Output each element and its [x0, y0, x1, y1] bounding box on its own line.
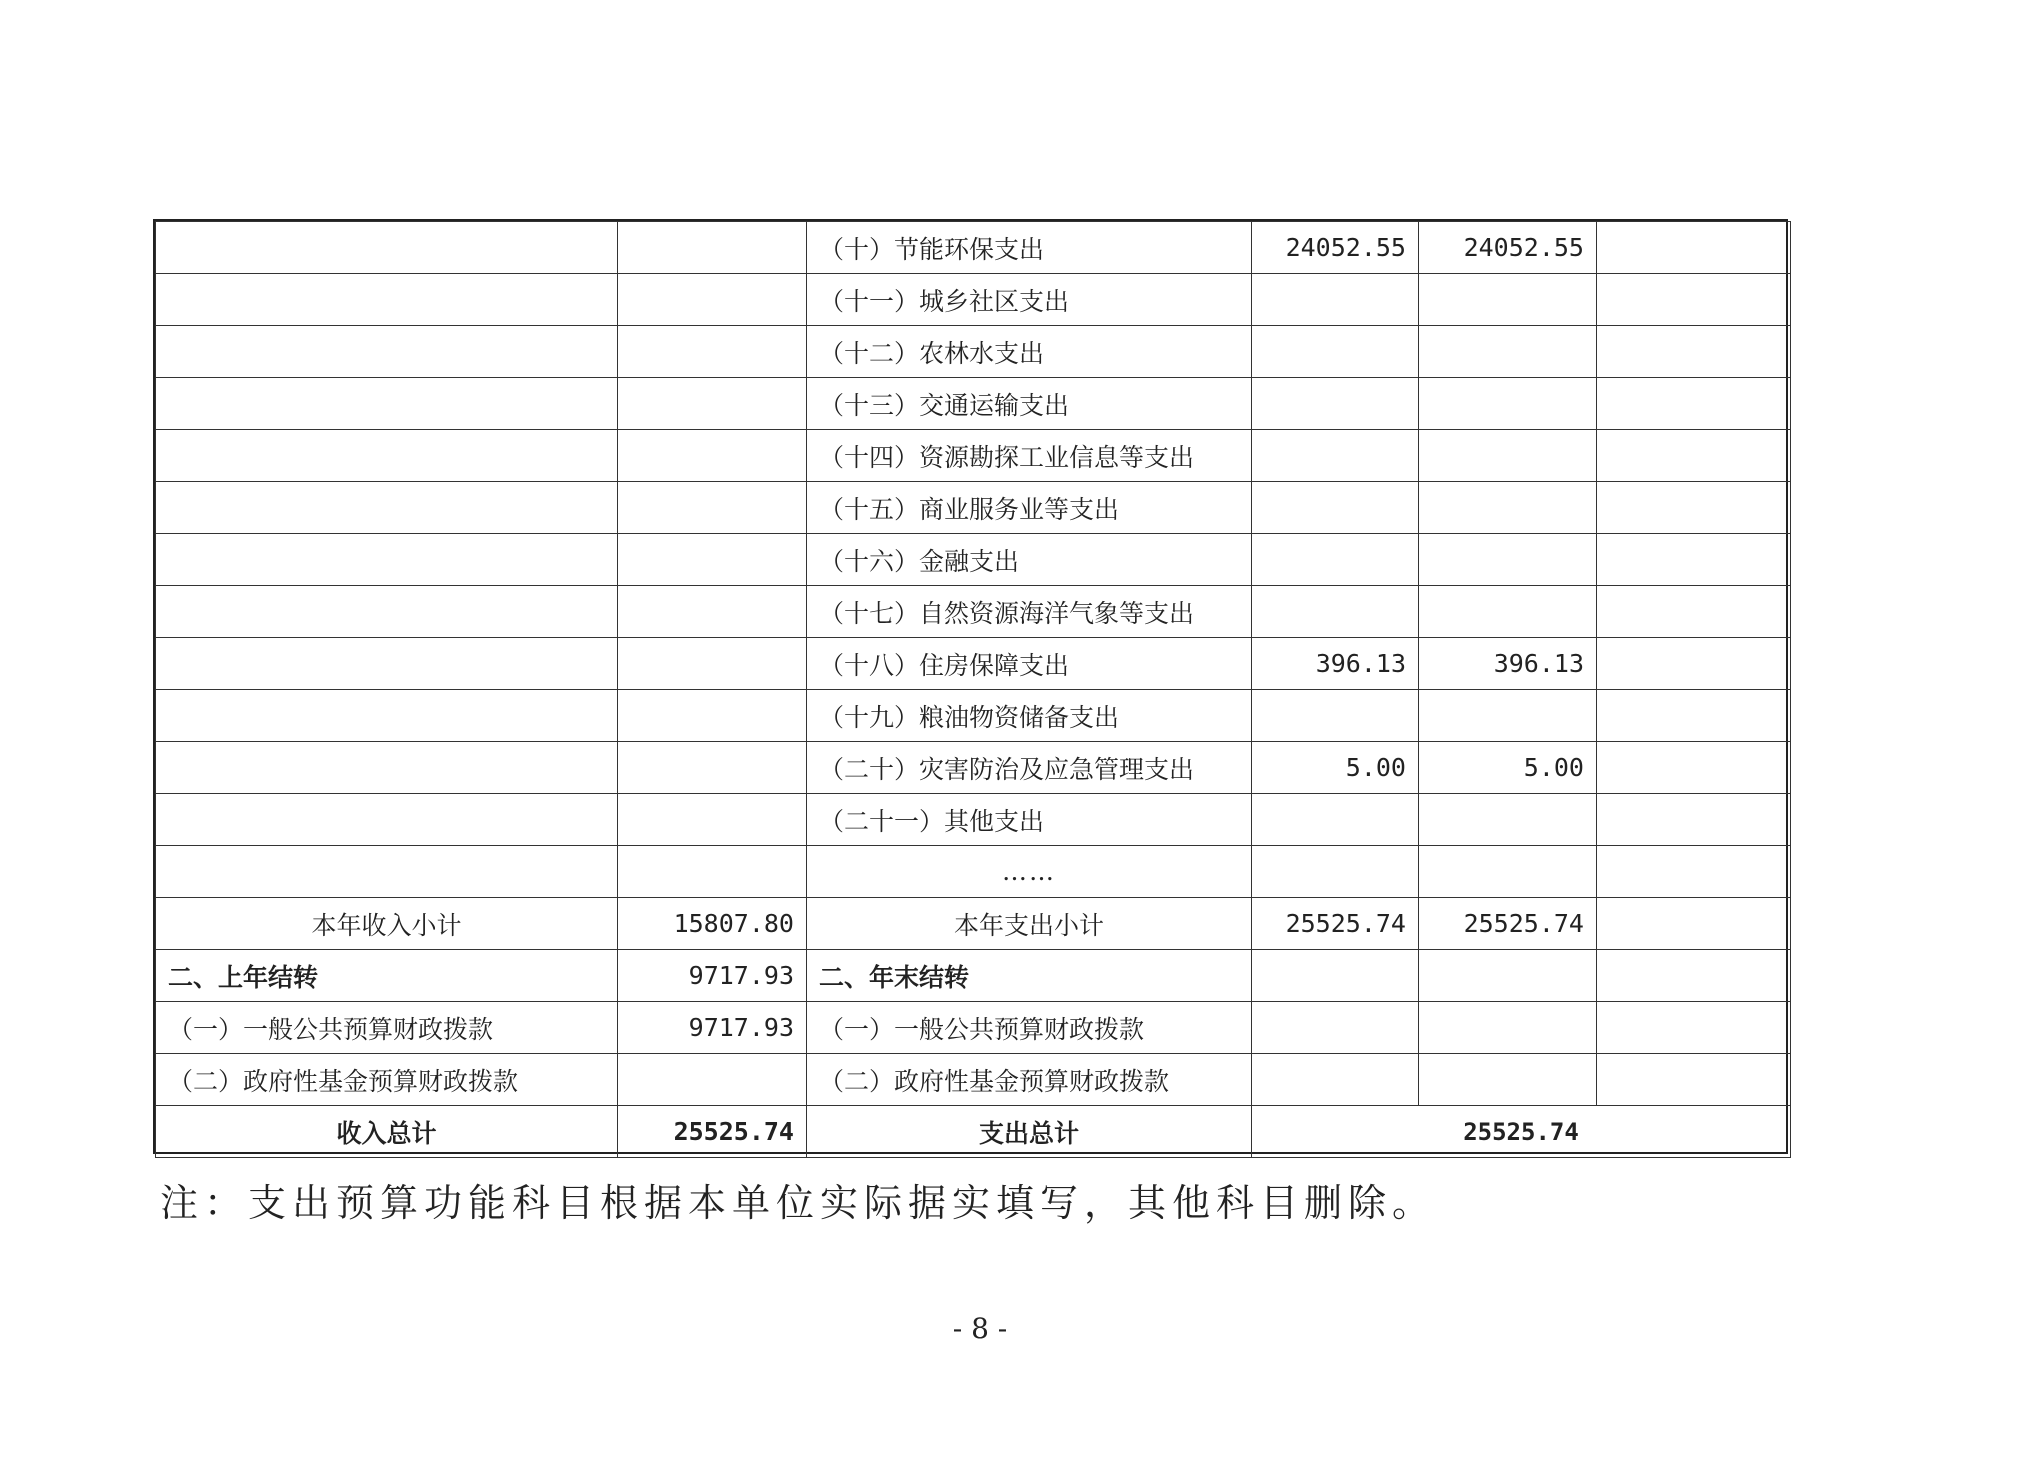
income-value-cell: [618, 534, 807, 586]
expense-subtotal-value-2: 25525.74: [1419, 898, 1597, 950]
income-carryover-label: （一）一般公共预算财政拨款: [156, 1002, 618, 1054]
expense-value-1: [1252, 534, 1419, 586]
expense-value-2: [1419, 690, 1597, 742]
income-carryover-label: （二）政府性基金预算财政拨款: [156, 1054, 618, 1106]
income-item-cell: [156, 378, 618, 430]
expense-item-label: （十二）农林水支出: [807, 326, 1252, 378]
income-value-cell: [618, 586, 807, 638]
expense-carryover-value-3: [1597, 1054, 1791, 1106]
expense-total-label: 支出总计: [807, 1106, 1252, 1158]
expense-value-2: [1419, 378, 1597, 430]
expense-value-1: [1252, 430, 1419, 482]
income-item-cell: [156, 222, 618, 274]
table-row: [156, 794, 1791, 846]
expense-item-label: （十九）粮油物资储备支出: [807, 690, 1252, 742]
table-row: [156, 638, 1791, 690]
expense-value-1: 396.13: [1252, 638, 1419, 690]
expense-value-2: [1419, 846, 1597, 898]
expense-value-3: [1597, 638, 1791, 690]
expense-carryover-value-2: [1419, 1002, 1597, 1054]
expense-carryover-value-1: [1252, 950, 1419, 1002]
expense-subtotal-value-1: 25525.74: [1252, 898, 1419, 950]
income-value-cell: [618, 430, 807, 482]
table-row: [156, 378, 1791, 430]
expense-value-1: 24052.55: [1252, 222, 1419, 274]
expense-subtotal-label: 本年支出小计: [807, 898, 1252, 950]
income-item-cell: [156, 690, 618, 742]
income-value-cell: [618, 794, 807, 846]
expense-item-label: （十七）自然资源海洋气象等支出: [807, 586, 1252, 638]
expense-item-label: （十三）交通运输支出: [807, 378, 1252, 430]
income-item-cell: [156, 274, 618, 326]
expense-value-3: [1597, 534, 1791, 586]
table-row: [156, 430, 1791, 482]
budget-table-container: [153, 219, 1788, 1154]
expense-carryover-label: （一）一般公共预算财政拨款: [807, 1002, 1252, 1054]
expense-carryover-value-2: [1419, 950, 1597, 1002]
income-item-cell: [156, 534, 618, 586]
budget-table: [155, 221, 1791, 1158]
income-value-cell: [618, 326, 807, 378]
expense-value-2: 24052.55: [1419, 222, 1597, 274]
income-total-value: 25525.74: [618, 1106, 807, 1158]
expense-carryover-label: 二、年末结转: [807, 950, 1252, 1002]
subtotal-row: [156, 898, 1791, 950]
expense-value-3: [1597, 586, 1791, 638]
expense-total-value: 25525.74: [1252, 1106, 1791, 1158]
expense-value-3: [1597, 846, 1791, 898]
expense-value-1: [1252, 690, 1419, 742]
expense-value-2: [1419, 482, 1597, 534]
expense-value-3: [1597, 742, 1791, 794]
expense-item-label: （十一）城乡社区支出: [807, 274, 1252, 326]
table-note: 注：支出预算功能科目根据本单位实际据实填写，其他科目删除。: [160, 1181, 1437, 1225]
totals-row: [156, 1106, 1791, 1158]
expense-item-label: （十八）住房保障支出: [807, 638, 1252, 690]
income-value-cell: [618, 846, 807, 898]
expense-value-1: [1252, 586, 1419, 638]
table-row: [156, 482, 1791, 534]
income-carryover-label: 二、上年结转: [156, 950, 618, 1002]
income-value-cell: [618, 638, 807, 690]
expense-value-2: [1419, 274, 1597, 326]
expense-value-1: 5.00: [1252, 742, 1419, 794]
expense-item-label: （二十）灾害防治及应急管理支出: [807, 742, 1252, 794]
expense-carryover-value-2: [1419, 1054, 1597, 1106]
expense-value-3: [1597, 274, 1791, 326]
expense-value-3: [1597, 326, 1791, 378]
carryover-row: [156, 950, 1791, 1002]
income-value-cell: [618, 690, 807, 742]
income-value-cell: [618, 274, 807, 326]
table-row: [156, 690, 1791, 742]
table-row: [156, 742, 1791, 794]
expense-carryover-value-3: [1597, 950, 1791, 1002]
expense-value-3: [1597, 690, 1791, 742]
income-value-cell: [618, 378, 807, 430]
income-carryover-value: [618, 1054, 807, 1106]
expense-value-3: [1597, 794, 1791, 846]
expense-value-1: [1252, 326, 1419, 378]
expense-carryover-value-3: [1597, 1002, 1791, 1054]
income-item-cell: [156, 638, 618, 690]
income-carryover-value: 9717.93: [618, 1002, 807, 1054]
expense-value-2: [1419, 586, 1597, 638]
income-item-cell: [156, 742, 618, 794]
carryover-row: [156, 1002, 1791, 1054]
expense-value-1: [1252, 378, 1419, 430]
income-item-cell: [156, 846, 618, 898]
expense-value-3: [1597, 378, 1791, 430]
expense-value-2: [1419, 430, 1597, 482]
expense-value-3: [1597, 482, 1791, 534]
income-subtotal-label: 本年收入小计: [156, 898, 618, 950]
income-item-cell: [156, 326, 618, 378]
expense-item-label: （二十一）其他支出: [807, 794, 1252, 846]
expense-item-label: （十）节能环保支出: [807, 222, 1252, 274]
expense-value-3: [1597, 430, 1791, 482]
income-total-label: 收入总计: [156, 1106, 618, 1158]
expense-value-2: 5.00: [1419, 742, 1597, 794]
carryover-row: [156, 1054, 1791, 1106]
expense-value-2: [1419, 326, 1597, 378]
income-item-cell: [156, 482, 618, 534]
expense-carryover-value-1: [1252, 1002, 1419, 1054]
expense-value-2: 396.13: [1419, 638, 1597, 690]
income-subtotal-value: 15807.80: [618, 898, 807, 950]
income-item-cell: [156, 430, 618, 482]
income-value-cell: [618, 222, 807, 274]
expense-item-label: （十六）金融支出: [807, 534, 1252, 586]
expense-value-1: [1252, 846, 1419, 898]
table-row: [156, 534, 1791, 586]
income-value-cell: [618, 482, 807, 534]
income-item-cell: [156, 586, 618, 638]
expense-value-1: [1252, 274, 1419, 326]
income-item-cell: [156, 794, 618, 846]
table-row: [156, 846, 1791, 898]
expense-value-3: [1597, 222, 1791, 274]
table-row: [156, 274, 1791, 326]
table-row: [156, 586, 1791, 638]
expense-value-2: [1419, 534, 1597, 586]
expense-item-label: （十五）商业服务业等支出: [807, 482, 1252, 534]
expense-carryover-value-1: [1252, 1054, 1419, 1106]
expense-item-label: （十四）资源勘探工业信息等支出: [807, 430, 1252, 482]
expense-item-label: ……: [807, 846, 1252, 898]
expense-carryover-label: （二）政府性基金预算财政拨款: [807, 1054, 1252, 1106]
income-carryover-value: 9717.93: [618, 950, 807, 1002]
page-number: - 8 -: [952, 1312, 1008, 1345]
table-row: [156, 326, 1791, 378]
income-value-cell: [618, 742, 807, 794]
expense-value-2: [1419, 794, 1597, 846]
table-row: [156, 222, 1791, 274]
expense-value-1: [1252, 482, 1419, 534]
expense-value-1: [1252, 794, 1419, 846]
expense-subtotal-value-3: [1597, 898, 1791, 950]
